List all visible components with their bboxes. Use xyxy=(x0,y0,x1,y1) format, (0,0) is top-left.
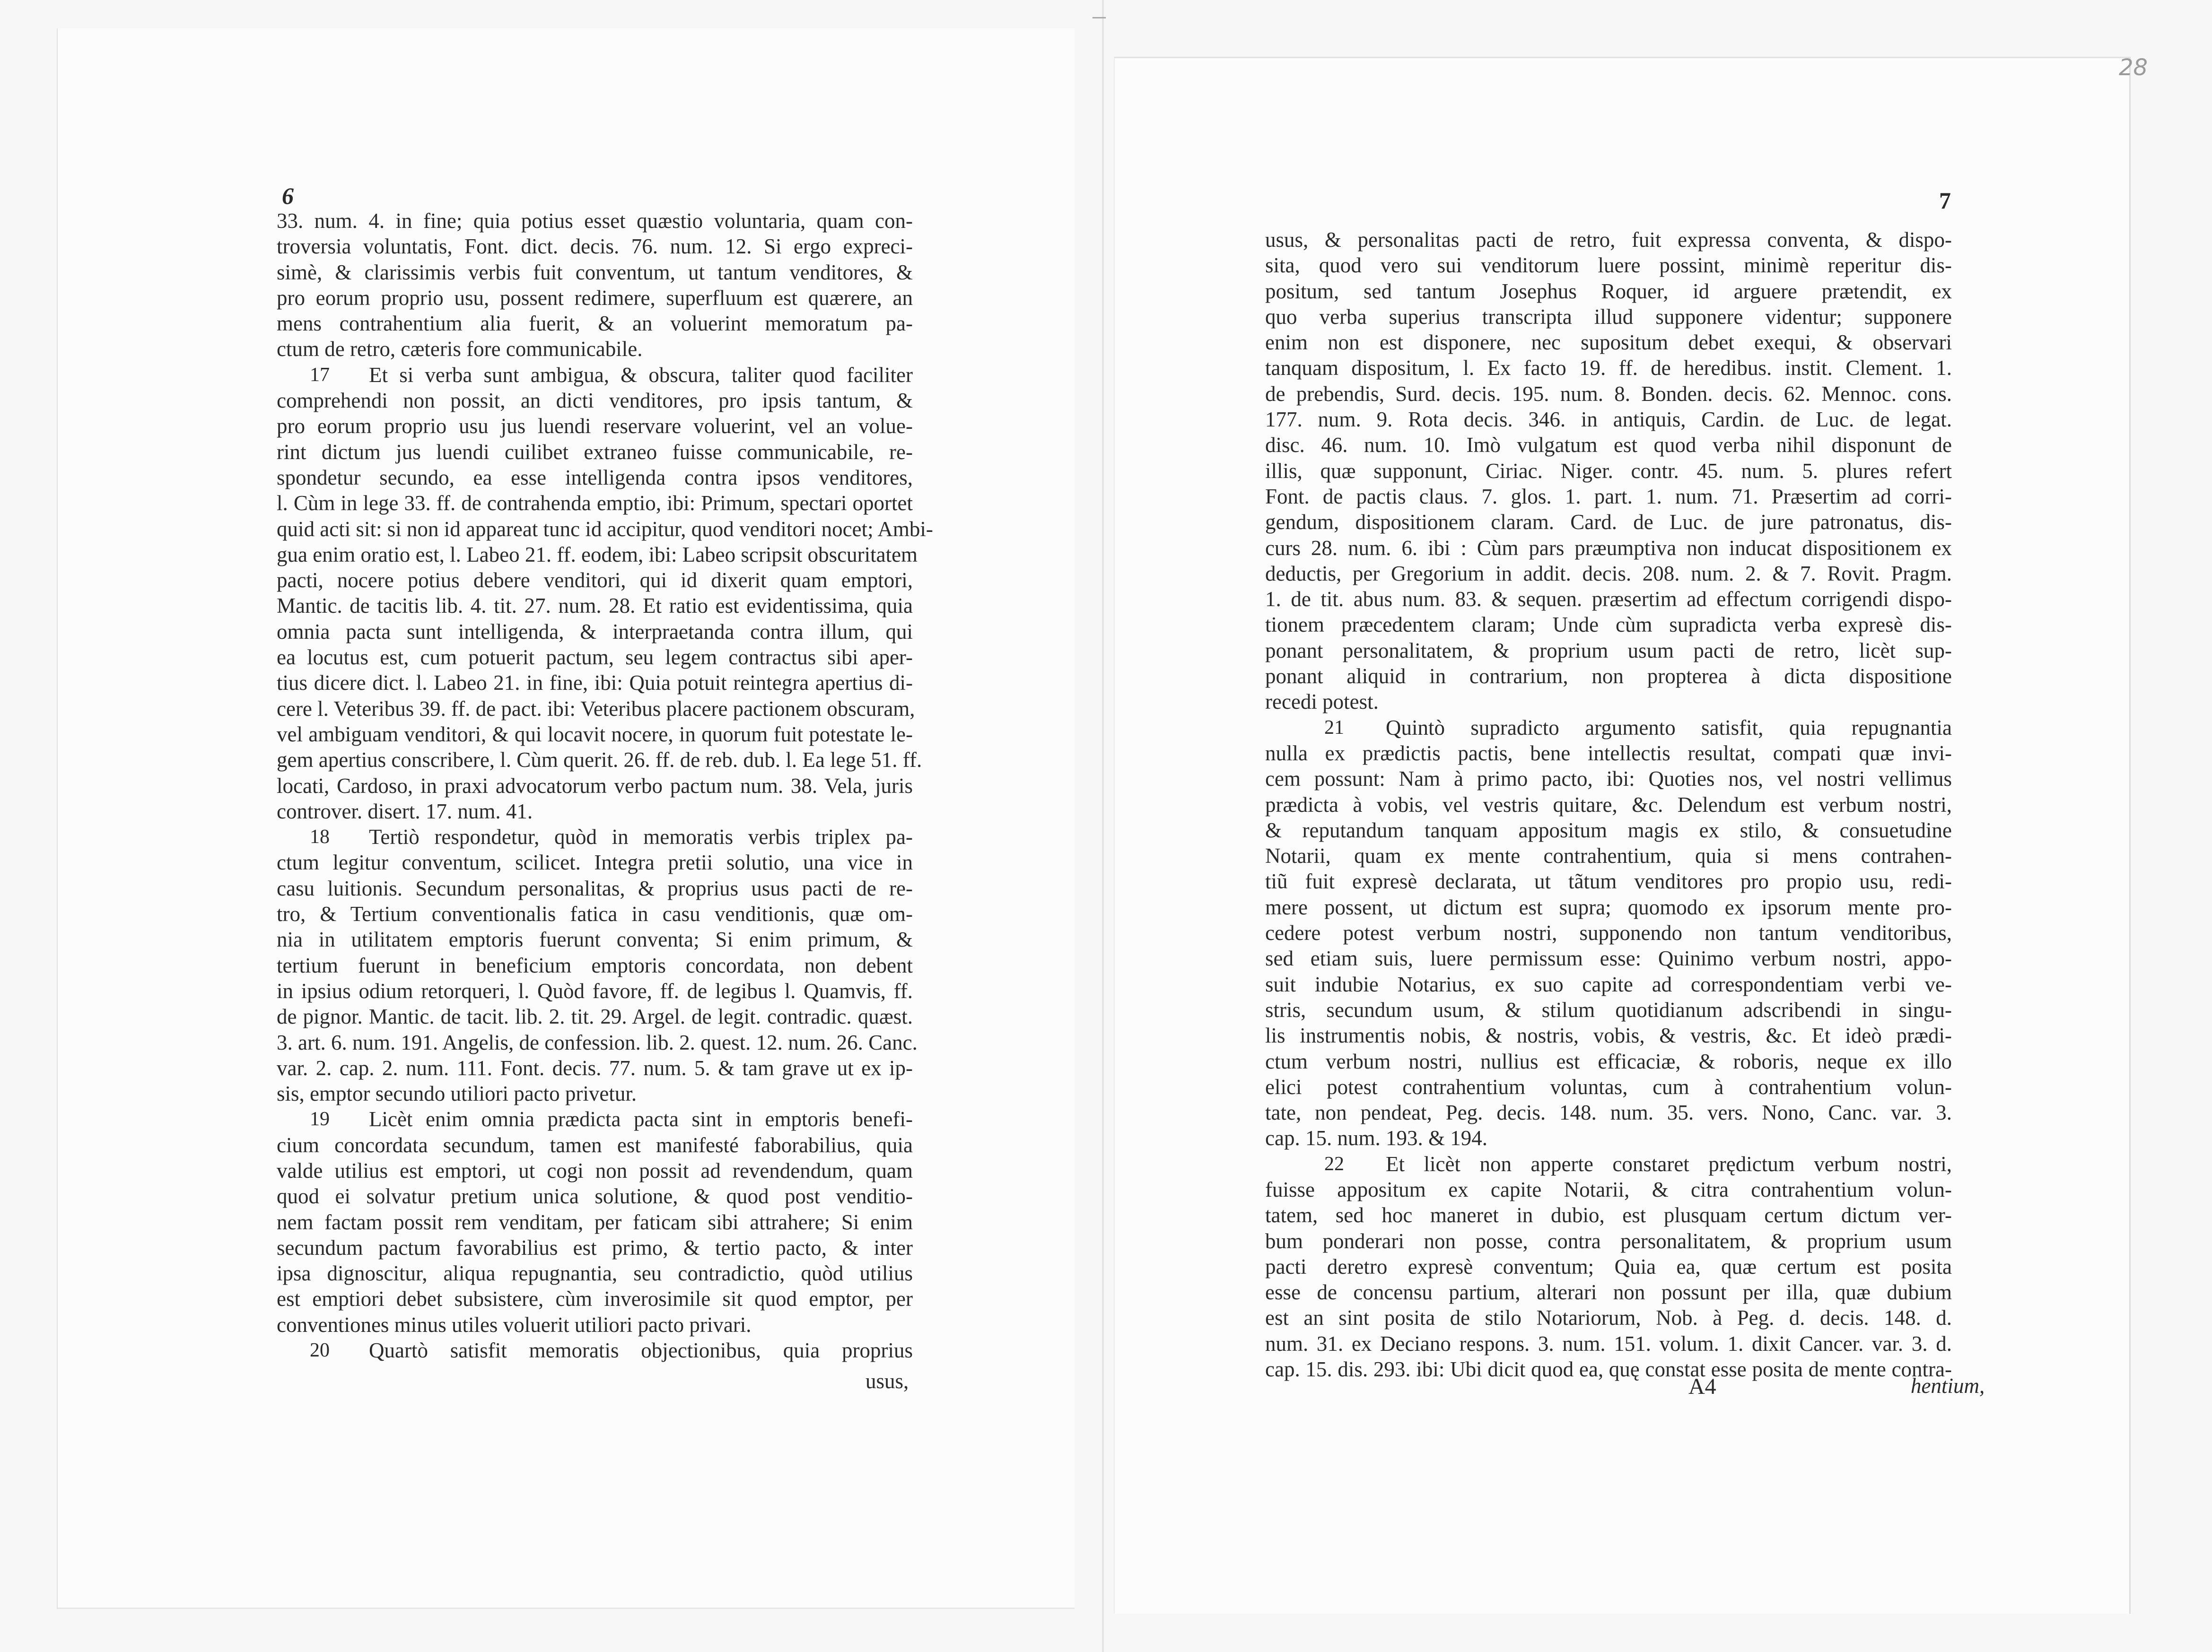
text-line xyxy=(1265,817,1952,843)
text-line xyxy=(277,619,913,644)
line-text: fuisse appositum ex capite Notarii, & citra contrahentium volun- xyxy=(1265,1177,1952,1201)
paragraph-number: 22 xyxy=(1324,1153,1344,1175)
text-line xyxy=(1265,1228,1952,1254)
text-line xyxy=(277,799,913,824)
text-line xyxy=(277,311,913,336)
line-text: vel ambiguam venditori, & qui locavit nocere, in quorum fuit potestate le- xyxy=(277,722,913,746)
line-text: sis, emptor secundo utiliori pacto privetur. xyxy=(277,1082,637,1106)
line-text: ponant aliquid in contrarium, non propterea à dicta dispositione xyxy=(1265,664,1952,688)
text-line xyxy=(1265,278,1952,304)
line-text: omnia pacta sunt intelligenda, & interpraetanda contra illum, qui xyxy=(277,619,913,643)
text-line xyxy=(277,1132,913,1158)
text-line xyxy=(1265,1305,1952,1330)
text-line xyxy=(1265,1100,1952,1125)
line-text: num. 31. ex Deciano respons. 3. num. 151. volum. 1. dixit Cancer. var. 3. d. xyxy=(1265,1331,1952,1356)
text-line xyxy=(277,413,913,439)
line-text: est an sint posita de stilo Notariorum, Nob. à Peg. d. decis. 148. d. xyxy=(1265,1306,1952,1330)
line-text: Notarii, quam ex mente contrahentium, quia si mens contrahen- xyxy=(1265,844,1952,868)
text-line xyxy=(1265,484,1952,509)
line-text: comprehendi non possit, an dicti venditores, pro ipsis tantum, & xyxy=(277,389,913,413)
line-text: recedi potest. xyxy=(1265,690,1379,714)
line-text: curs 28. num. 6. ibi : Cùm pars præumptiva non inducat dispositionem ex xyxy=(1265,536,1952,560)
line-text: suit indubie Notarius, ex suo capite ad correspondentiam verbi ve- xyxy=(1265,972,1952,996)
text-line xyxy=(1265,612,1952,637)
text-line xyxy=(1265,561,1952,586)
text-line xyxy=(1265,946,1952,971)
text-line xyxy=(277,722,913,747)
text-line xyxy=(277,465,913,490)
text-line xyxy=(277,953,913,978)
text-line xyxy=(277,1081,913,1106)
pencil-folio-note: 28 xyxy=(2119,54,2148,81)
line-text: in ipsius odium retorqueri, l. Quòd favore, ff. de legibus l. Quamvis, ff. xyxy=(277,979,913,1003)
text-line xyxy=(277,1183,913,1209)
line-text: gem apertius conscribere, l. Cùm querit. 26. ff. de reb. dub. l. Ea lege 51. ff. xyxy=(277,748,922,772)
line-text: esse de concensu partium, alterari non possunt per illa, quæ dubium xyxy=(1265,1280,1952,1304)
text-line xyxy=(277,516,933,542)
text-line xyxy=(1265,535,1952,561)
text-line xyxy=(1265,304,1952,330)
line-text: rint dictum jus luendi cuilibet extraneo fuisse communicabile, re- xyxy=(277,440,913,464)
right-page-text xyxy=(1265,227,1952,1382)
line-text: tanquam dispositum, l. Ex facto 19. ff. de heredibus. instit. Clement. 1. xyxy=(1265,356,1952,380)
text-line xyxy=(277,927,913,952)
text-line xyxy=(277,644,913,670)
text-line xyxy=(1265,792,1952,817)
line-text: nem factam possit rem venditam, per faticam sibi attrahere; Si enim xyxy=(277,1210,913,1234)
line-text: usus, & personalitas pacti de retro, fuit expressa conventa, & dispo- xyxy=(1265,228,1952,252)
text-line xyxy=(277,876,913,901)
text-line xyxy=(1265,381,1952,407)
line-text: Mantic. de tacitis lib. 4. tit. 27. num. 28. Et ratio est evidentissima, quia xyxy=(277,594,913,618)
right-catchword: hentium, xyxy=(1911,1374,1985,1398)
text-line xyxy=(1265,509,1952,535)
line-text: pacti, nocere potius debere venditori, qui id dixerit quam emptori, xyxy=(277,568,913,592)
left-catchword: usus, xyxy=(866,1369,909,1393)
left-page-text xyxy=(277,208,933,1363)
text-line xyxy=(277,1312,913,1338)
paragraph-start-line xyxy=(1265,1151,1952,1177)
line-text: ctum legitur conventum, scilicet. Integra pretii solutio, una vice in xyxy=(277,851,913,875)
text-line xyxy=(277,439,913,465)
text-line xyxy=(1265,1202,1952,1228)
text-line xyxy=(1265,869,1952,894)
text-line xyxy=(277,336,913,362)
line-text: var. 2. cap. 2. num. 111. Font. decis. 77. num. 5. & tam grave ut ex ip- xyxy=(277,1056,913,1080)
line-text: quod ei solvatur pretium unica solutione, & quod post venditio- xyxy=(277,1184,913,1209)
line-text: pro eorum proprio usu, possent redimere, superfluum est quærere, an xyxy=(277,286,913,310)
text-line xyxy=(277,593,913,618)
text-line xyxy=(1265,663,1952,689)
paragraph-start-line xyxy=(277,362,913,388)
line-text: de pignor. Mantic. de tacit. lib. 2. tit. 29. Argel. de legit. contradic. quæst. xyxy=(277,1005,913,1029)
line-text: tius dicere dict. l. Labeo 21. in fine, ibi: Quia potuit reintegra apertius di- xyxy=(277,671,913,695)
text-line xyxy=(1265,1074,1952,1100)
text-line xyxy=(277,388,913,413)
line-text: ponant personalitatem, & proprium usum pacti de retro, licèt sup- xyxy=(1265,638,1952,662)
text-line xyxy=(1265,1049,1952,1074)
text-line xyxy=(1265,920,1952,946)
text-line xyxy=(1265,407,1952,432)
text-line xyxy=(1265,432,1952,458)
text-line xyxy=(1265,766,1952,791)
line-text: cium concordata secundum, tamen est manifesté faborabilius, quia xyxy=(277,1133,913,1157)
text-line xyxy=(277,260,913,285)
text-line xyxy=(277,1209,913,1235)
line-text: conventiones minus utiles voluerit utiliori pacto privari. xyxy=(277,1313,752,1337)
text-line xyxy=(1265,330,1952,355)
line-text: Licèt enim omnia prædicta pacta sint in emptoris benefi- xyxy=(369,1107,913,1131)
text-line xyxy=(1265,355,1952,381)
line-text: Font. de pactis claus. 7. glos. 1. part. 1. num. 71. Præsertim ad corri- xyxy=(1265,484,1952,508)
text-line xyxy=(1265,1331,1952,1356)
text-line xyxy=(1265,252,1952,278)
paragraph-number: 20 xyxy=(310,1339,330,1362)
line-text: sita, quod vero sui venditorum luere possint, minimè reperitur dis- xyxy=(1265,253,1952,278)
text-line xyxy=(277,1158,913,1183)
line-text: tertium fuerunt in beneficium emptoris concordata, non debent xyxy=(277,953,913,977)
line-text: ctum de retro, cæteris fore communicabile. xyxy=(277,337,643,361)
text-line xyxy=(1265,895,1952,920)
line-text: ea locutus est, cum potuerit pactum, seu legem contractus sibi aper- xyxy=(277,645,913,669)
line-text: 177. num. 9. Rota decis. 346. in antiquis, Cardin. de Luc. de legat. xyxy=(1265,408,1952,432)
line-text: Quartò satisfit memoratis objectionibus, quia proprius xyxy=(369,1339,913,1363)
text-line xyxy=(277,1055,913,1081)
line-text: nia in utilitatem emptoris fuerunt conventa; Si enim primum, & xyxy=(277,928,913,952)
text-line xyxy=(1265,997,1952,1023)
line-text: locati, Cardoso, in praxi advocatorum verbo pactum num. 38. Vela, juris xyxy=(277,774,913,798)
line-text: bum ponderari non posse, contra personalitatem, & proprium usum xyxy=(1265,1229,1952,1253)
line-text: tatem, sed hoc maneret in dubio, est plusquam certum dictum ver- xyxy=(1265,1203,1952,1227)
line-text: positum, sed tantum Josephus Roquer, id arguere prætendit, ex xyxy=(1265,279,1952,303)
line-text: ctum verbum nostri, nullius est efficaciæ, & roboris, neque ex illo xyxy=(1265,1049,1952,1073)
line-text: simè, & clarissimis verbis fuit conventum, ut tantum venditores, & xyxy=(277,260,913,284)
text-line xyxy=(277,747,922,773)
line-text: cere l. Veteribus 39. ff. de pact. ibi: Veteribus placere pactionem obscuram, xyxy=(277,696,915,721)
text-line xyxy=(1265,1177,1952,1202)
line-text: controver. disert. 17. num. 41. xyxy=(277,799,533,823)
paragraph-number: 21 xyxy=(1324,716,1344,739)
line-text: mens contrahentium alia fuerit, & an voluerint memoratum pa- xyxy=(277,312,913,336)
line-text: elici potest contrahentium voluntas, cum à contrahentium volun- xyxy=(1265,1075,1952,1099)
line-text: tionem præcedentem claram; Unde cùm supradicta verba expresè dis- xyxy=(1265,613,1952,637)
line-text: 33. num. 4. in fine; quia potius esset quæstio voluntaria, quam con- xyxy=(277,209,913,233)
line-text: Quintò supradicto argumento satisfit, quia repugnantia xyxy=(1386,715,1952,739)
line-text: quo verba superius transcripta illud supponere videntur; supponere xyxy=(1265,304,1952,329)
text-line xyxy=(1265,227,1952,252)
paragraph-number: 18 xyxy=(310,826,330,848)
line-text: ipsa dignoscitur, aliqua repugnantia, seu contradictio, quòd utilius xyxy=(277,1261,913,1286)
left-page-number: 6 xyxy=(282,183,294,209)
line-text: disc. 46. num. 10. Imò vulgatum est quod verba nihil disponunt de xyxy=(1265,433,1952,457)
text-line xyxy=(277,1286,913,1312)
signature-mark: A4 xyxy=(1688,1374,1716,1399)
text-line xyxy=(277,670,913,696)
text-line xyxy=(1265,586,1952,612)
line-text: deductis, per Gregorium in addit. decis. 208. num. 2. & 7. Rovit. Pragm. xyxy=(1265,561,1952,585)
text-line xyxy=(277,850,913,875)
text-line xyxy=(277,773,913,799)
line-text: l. Cùm in lege 33. ff. de contrahenda emptio, ibi: Primum, spectari oportet xyxy=(277,491,913,515)
line-text: & reputandum tanquam appositum magis ex stilo, & consuetudine xyxy=(1265,818,1952,842)
text-line xyxy=(1265,740,1952,766)
text-line xyxy=(277,208,913,234)
line-text: enim non est disponere, nec supositum debet exequi, & observari xyxy=(1265,330,1952,355)
paragraph-start-line xyxy=(277,1338,913,1363)
line-text: secundum pactum favorabilius est primo, & tertio pacto, & inter xyxy=(277,1235,913,1260)
text-line xyxy=(277,1030,918,1055)
text-line xyxy=(277,542,918,567)
text-line xyxy=(277,1235,913,1261)
line-text: gendum, dispositionem claram. Card. de Luc. de jure patronatus, dis- xyxy=(1265,510,1952,534)
paragraph-number: 19 xyxy=(310,1108,330,1130)
line-text: cap. 15. dis. 293. ibi: Ubi dicit quod ea, quę constat esse posita de mente contra- xyxy=(1265,1357,1952,1382)
text-line xyxy=(277,1261,913,1286)
line-text: prædicta à vobis, vel vestris quitare, &c. Delendum est verbum nostri, xyxy=(1265,792,1952,817)
line-text: Et si verba sunt ambigua, & obscura, taliter quod faciliter xyxy=(369,363,913,387)
text-line xyxy=(1265,1254,1952,1279)
text-line xyxy=(1265,1279,1952,1305)
paragraph-start-line xyxy=(277,1106,913,1132)
line-text: est emptiori debet subsistere, cùm inverosimile sit quod emptor, per xyxy=(277,1287,913,1311)
line-text: Tertiò respondetur, quòd in memoratis verbis triplex pa- xyxy=(369,825,913,849)
paragraph-start-line xyxy=(277,824,913,850)
text-line xyxy=(1265,638,1952,663)
line-text: tate, non pendeat, Peg. decis. 148. num. 35. vers. Nono, Canc. var. 3. xyxy=(1265,1101,1952,1125)
text-line xyxy=(277,490,913,516)
text-line xyxy=(277,978,913,1004)
text-line xyxy=(277,285,913,311)
line-text: Et licèt non apperte constaret prędictum verbum nostri, xyxy=(1386,1152,1952,1176)
text-line xyxy=(277,1004,913,1029)
text-line xyxy=(1265,689,1952,714)
scan-mark xyxy=(1093,17,1106,18)
line-text: casu luitionis. Secundum personalitas, & proprius usus pacti de re- xyxy=(277,876,913,900)
right-page-number: 7 xyxy=(1939,187,1951,214)
line-text: troversia voluntatis, Font. dict. decis. 76. num. 12. Si ergo expreci- xyxy=(277,235,913,259)
line-text: pro eorum proprio usu jus luendi reservare voluerint, vel an volue- xyxy=(277,414,913,438)
text-line xyxy=(1265,1125,1952,1151)
text-line xyxy=(277,901,913,927)
line-text: cedere potest verbum nostri, supponendo non tantum venditoribus, xyxy=(1265,921,1952,945)
line-text: nulla ex prædictis pactis, bene intellectis resultat, compati quæ invi- xyxy=(1265,741,1952,765)
line-text: mere possent, ut dictum est supra; quomodo ex ipsorum mente pro- xyxy=(1265,895,1952,919)
text-line xyxy=(1265,1356,1952,1382)
text-line xyxy=(277,234,913,259)
text-line xyxy=(1265,458,1952,484)
line-text: de prebendis, Surd. decis. 195. num. 8. Bonden. decis. 62. Mennoc. cons. xyxy=(1265,382,1952,406)
line-text: valde utilius est emptori, ut cogi non possit ad revendendum, quam xyxy=(277,1158,913,1182)
book-gutter xyxy=(1102,0,1104,1652)
paragraph-start-line xyxy=(1265,715,1952,740)
text-line xyxy=(1265,843,1952,869)
paragraph-number: 17 xyxy=(310,364,330,386)
text-line xyxy=(1265,972,1952,997)
line-text: 1. de tit. abus num. 83. & sequen. præsertim ad effectum corrigendi dispo- xyxy=(1265,587,1952,611)
line-text: pacti deretro expresè conventum; Quia ea, quæ certum est posita xyxy=(1265,1254,1952,1278)
text-line xyxy=(1265,1023,1952,1048)
line-text: sed etiam suis, luere permissum esse: Quinimo verbum nostri, appo- xyxy=(1265,947,1952,971)
line-text: cap. 15. num. 193. & 194. xyxy=(1265,1126,1487,1150)
line-text: illis, quæ supponunt, Ciriac. Niger. contr. 45. num. 5. plures refert xyxy=(1265,459,1952,483)
line-text: quid acti sit: si non id appareat tunc id accipitur, quod venditori nocet; Ambi- xyxy=(277,517,933,541)
line-text: tiũ fuit expresè declarata, ut tãtum venditores pro propio usu, redi- xyxy=(1265,869,1952,894)
line-text: cem possunt: Nam à primo pacto, ibi: Quoties nos, vel nostri vellimus xyxy=(1265,767,1952,791)
line-text: tro, & Tertium conventionalis fatica in casu venditionis, quæ om- xyxy=(277,902,913,926)
line-text: 3. art. 6. num. 191. Angelis, de confession. lib. 2. quest. 12. num. 26. Canc. xyxy=(277,1030,918,1054)
text-line xyxy=(277,567,913,593)
line-text: lis instrumentis nobis, & nostris, vobis, & vestris, &c. Et ideò prædi- xyxy=(1265,1024,1952,1048)
line-text: stris, secundum usum, & stilum quotidianum adscribendi in singu- xyxy=(1265,998,1952,1022)
line-text: spondetur secundo, ea esse intelligenda contra ipsos venditores, xyxy=(277,465,913,489)
line-text: gua enim oratio est, l. Labeo 21. ff. eodem, ibi: Labeo scripsit obscuritatem xyxy=(277,542,918,566)
text-line xyxy=(277,696,913,722)
